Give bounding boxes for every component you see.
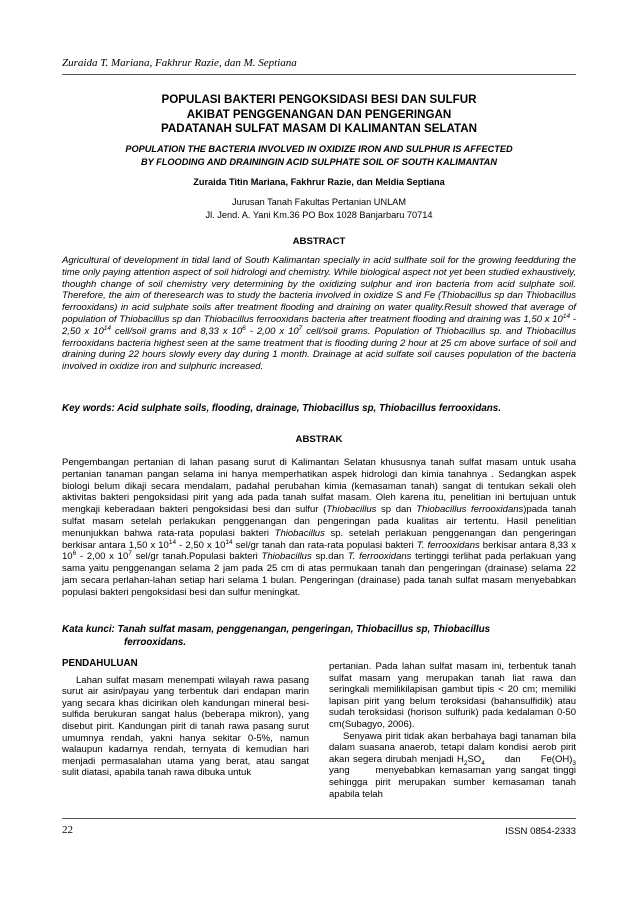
- affiliation: [62, 196, 576, 221]
- author-list: Zuraida Titin Mariana, Fakhrur Razie, dan Meldia Septiana: [193, 177, 445, 187]
- intro-right-column: [329, 661, 592, 800]
- intro-left-column: [62, 658, 309, 779]
- footer-divider: [62, 818, 576, 819]
- abstract-text: Agricultural of development in tidal land of South Kalimantan specially in acid sulfhate soil for the growing feedduring the time only paying attention aspect of soil hidrologi and chemistry. While biological aspect not yet been studied exhaustively, thoughh change of soil chemistry very determining by the oxidizing sulphur and iron bacteria from acid sulphate soil. Therefore, the aim of theresearch was to study the bacteria involved in oxidize S and Fe (Thiobacillus sp dan Thiobacillus ferrooxidans) in acid sulphate soils after treatment flooding and draining on water quality.Result showed that average of population of Thiobacillus sp dan Thiobacillus ferrooxidans bacteria after treatment flooding and draining was 1,50 x $10^{14} - 2,50$ x $10^{14}$ cell/soil grams and 8,33 x $10^6 - 2,00$ x $10^7$ cell/soil grams. Population of Thiobacillus sp. and Thiobacillus ferrooxidans bacteria highest seen at the same treatment that is flooding during 2 hour at 25 cm above surface of soil and draining during 22 hours slowly every day during 1 month. Drainage at acid sulfate soil causes population of the bacteria involved in oxidize iron and sulphuric increased.: [62, 255, 576, 373]
- abstrak-heading: ABSTRAK: [295, 434, 343, 445]
- english-title: [62, 143, 576, 168]
- affiliation-address: Jl. Jend. A. Yani Km.36 PO Box 1028 Banjarbaru 70714: [205, 209, 433, 220]
- intro-paragraph: pertanian. Pada lahan sulfat masam ini, terbentuk tanah sulfat masam yang merupakan tanah liat rawa dan seringkali memilikilapisan gambut tipis < 20 cm; memiliki lapisan pirit yang belum teroksidasi (bahansulfidik) atau sudah teroksidasi (horison sulfurik) pada kedalaman 0-50 cm(Subagyo, 2006).: [329, 661, 576, 730]
- keywords-indonesian: [62, 623, 576, 649]
- paper-title: [62, 93, 576, 137]
- intro-heading: PENDAHULUAN: [62, 658, 138, 669]
- affiliation-dept: Jurusan Tanah Fakultas Pertanian UNLAM: [232, 197, 406, 207]
- abstrak-text: Pengembangan pertanian di lahan pasang surut di Kalimantan Selatan khususnya tanah sulfat masam untuk usaha pertanian tanaman pangan selama ini hanya memperhatikan aspek hidrologi dan kimia tanahnya . Sedangkan aspek biologi belum dikaji secara mendalam, padahal perubahan kimia (kemasaman tanah) sangat di tentukan sekali oleh aktivitas bakteri pengoksidasi pirit yang ada pada tanah sulfat masam. Oleh karena itu, penelitian ini bertujuan untuk mengkaji keberadaan bakteri pengoksidasi besi dan sulfur (Thiobacillus sp dan Thiobacillus ferrooxidans)pada tanah sulfat masam setelah perlakukan penggenangan dan pengeringan pada kualitas air tertentu. Hasil penelitian menunjukkan bahwa rata-rata populasi bakteri Thiobacillus sp. setelah perlakuan penggenangan dan pengeringan berkisar antara 1,50 x $10^{14} - 2,50$ x $10^{14}$ sel/gr tanah dan rata-rata populasi bakteri T. ferrooxidans berkisar antara 8,33 x $10^6 - 2,00$ x $10^7$ sel/gr tanah.Populasi bakteri Thiobacillus sp.dan T. ferrooxidans tertinggi terlihat pada perlakuan yang sama yaitu penggenangan selama 2 jam pada 25 cm di atas permukaan tanah dan pengeringan (drainase) selama 22 jam secara perlahan-lahan setiap hari selama 1 bulan. Pengeringan (drainase) pada tanah sulfat masam menyebabkan populasi bakteri pengoksidasi besi dan sulfur meningkat.: [62, 457, 577, 598]
- keywords-line: ferrooxidans.: [124, 637, 187, 648]
- english-title-line: BY FLOODING AND DRAININGIN ACID SULPHATE SOIL OF SOUTH KALIMANTAN: [141, 156, 497, 167]
- abstract-heading: ABSTRACT: [292, 236, 346, 247]
- title-line: POPULASI BAKTERI PENGOKSIDASI BESI DAN SULFUR: [161, 93, 477, 106]
- header-divider: [62, 74, 576, 75]
- keywords-english: Key words: Acid sulphate soils, flooding, drainage, Thiobacillus sp, Thiobacillus ferrooxidans.: [62, 403, 501, 414]
- title-line: PADATANAH SULFAT MASAM DI KALIMANTAN SELATAN: [161, 122, 477, 135]
- page-number: 22: [62, 824, 73, 836]
- title-line: AKIBAT PENGGENANGAN DAN PENGERINGAN: [186, 107, 452, 121]
- intro-paragraph: Senyawa pirit tidak akan berbahaya bagi tanaman bila dalam suasana anaerob, tetapi dalam kondisi aerob pirit akan segera dirubah menjadi $H_2SO_4$ dan $Fe(OH)_3$ yang menyebabkan kemasaman yang sangat tinggi sehingga pirit merupakan sumber kemasaman tanah apabila telah: [329, 730, 592, 800]
- keywords-line: Kata kunci: Tanah sulfat masam, penggenangan, pengeringan, Thiobacillus sp, Thiobacillus: [62, 624, 491, 635]
- intro-paragraph: Lahan sulfat masam menempati wilayah rawa pasang surut air asin/payau yang terbentuk dari endapan marin yang secara khas dicirikan oleh kandungan mineral besi-sulfida berukuran sangat halus (beberapa mikron), yang disebut pirit. Kandungan pirit di tanah rawa pasang surut umumnya rendah, yakni hanya sekitar 0-5%, namun walaupun kadarnya rendah, ternyata di kemudian hari menjadi permasalahan utama yang berat, atau sangat sulit diatasi, apabila tanah rawa dibuka untuk: [62, 674, 309, 779]
- issn: ISSN 0854-2333: [505, 826, 576, 837]
- english-title-line: POPULATION THE BACTERIA INVOLVED IN OXIDIZE IRON AND SULPHUR IS AFFECTED: [125, 144, 513, 154]
- running-header: Zuraida T. Mariana, Fakhrur Razie, dan M. Septiana: [62, 57, 297, 69]
